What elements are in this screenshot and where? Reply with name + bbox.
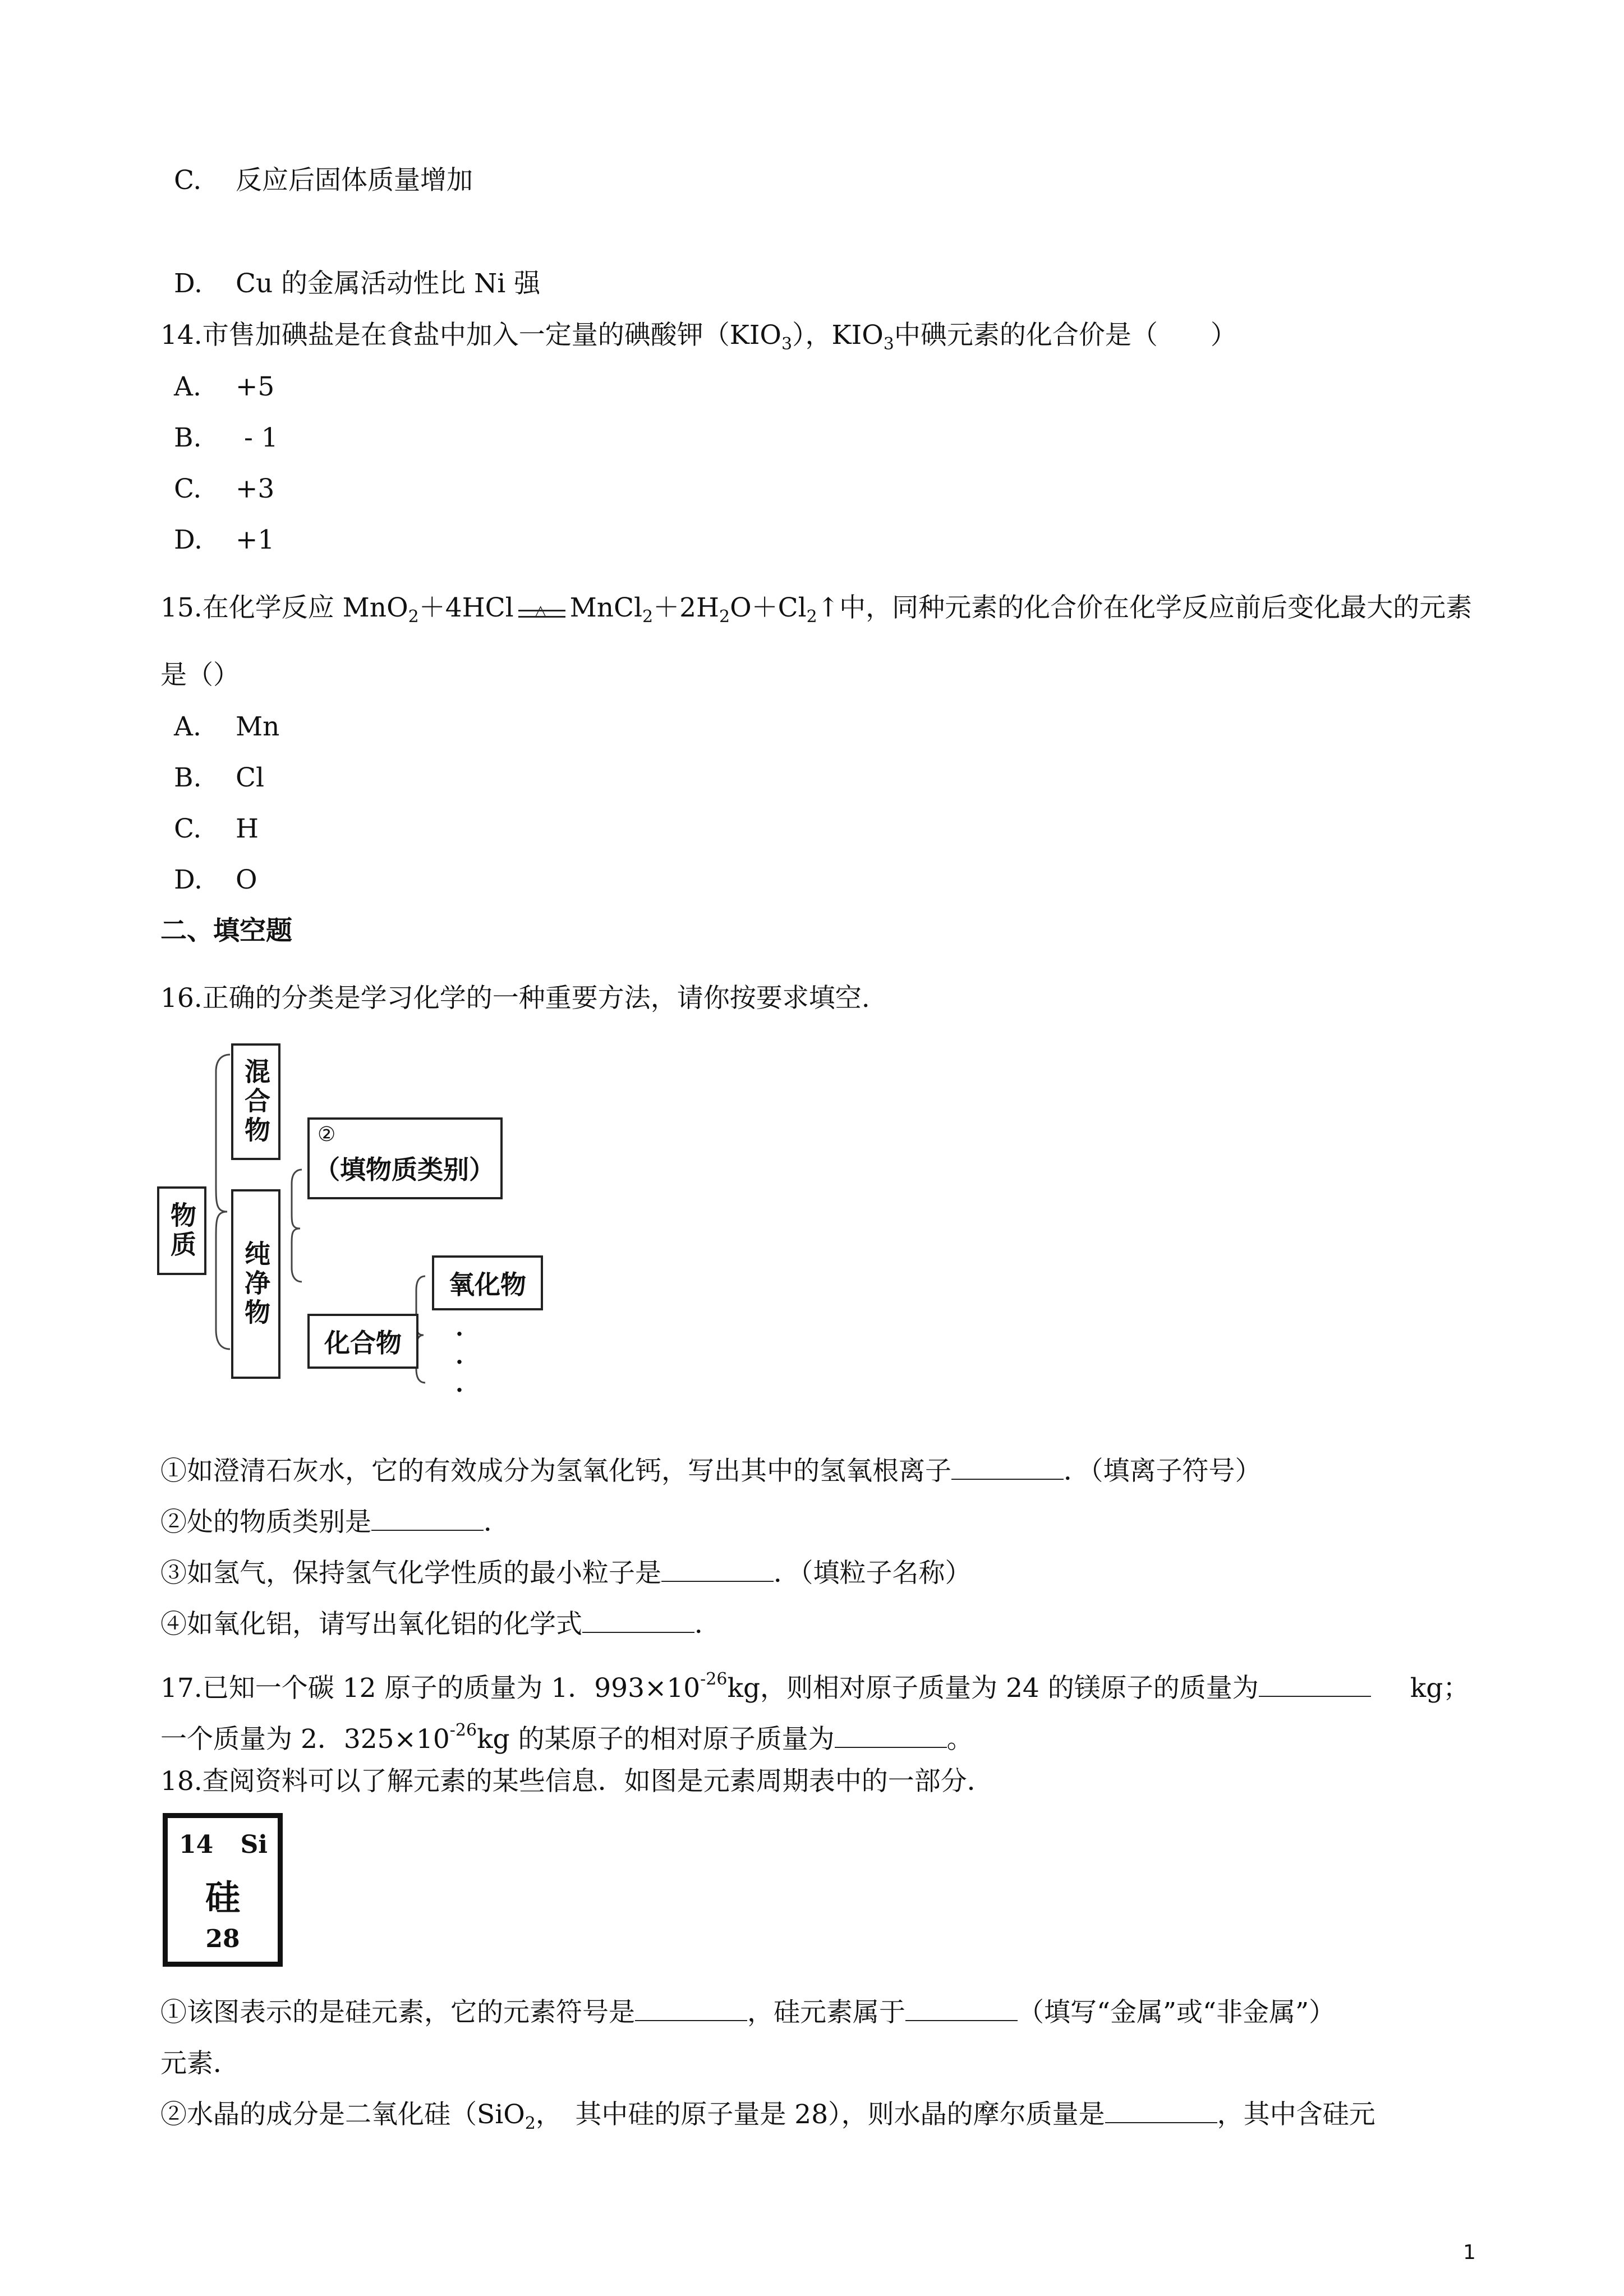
ellipsis-dot: · <box>456 1321 463 1347</box>
circle-2-marker: ② <box>318 1123 336 1146</box>
atomic-number: 14 <box>179 1830 214 1859</box>
q16-sub4: ④如氧化铝，请写出氧化铝的化学式 ． <box>160 1609 721 1640</box>
q15-option-c: C. H <box>174 813 259 844</box>
q14-option-b: B. - 1 <box>174 422 278 453</box>
pure-substance-box: 纯净物 <box>231 1189 280 1379</box>
ellipsis-dot: · <box>456 1377 463 1404</box>
q18-sub1-line2: 元素． <box>160 2048 240 2079</box>
answer-blank[interactable] <box>1105 2100 1217 2123</box>
q14-option-c: C. +3 <box>174 473 275 504</box>
classification-diagram <box>157 1038 583 1419</box>
fill-hint: （填物质类别） <box>314 1154 495 1185</box>
q15-option-a: A. Mn <box>174 711 280 742</box>
periodic-table-cell <box>163 1813 283 1967</box>
element-name: 硅 <box>205 1877 240 1918</box>
section-title: 二、填空题 <box>160 915 292 946</box>
q14-option-d: D. +1 <box>174 524 275 555</box>
q16-sub3: ③如氢气，保持氢气化学性质的最小粒子是 ．（填粒子名称） <box>160 1558 972 1589</box>
q15-stem: 15.在化学反应 MnO$_2$＋4HCl △ $MnCl_2+2H_2O+Cl_2↑$中，同种元素的化合价在化学反应前后变化最大的元素 <box>160 592 1473 627</box>
heat-triangle-icon: △ <box>535 602 546 619</box>
ellipsis-dot: · <box>456 1349 463 1375</box>
category-blank-box <box>307 1117 503 1199</box>
element-symbol: Si <box>240 1830 268 1859</box>
q16-sub2: ②处的物质类别是 ． <box>160 1507 510 1538</box>
q18-sub2: ②水晶的成分是二氧化硅（SiO$_2$， 其中硅的原子量是 28），则水晶的摩尔质量是 ，其中含硅元 <box>160 2099 1375 2133</box>
atomic-mass: 28 <box>205 1925 240 1953</box>
answer-blank[interactable] <box>635 1998 747 2021</box>
q18-sub1: ①该图表示的是硅元素，它的元素符号是 ，硅元素属于 （填写“金属”或“非金属”） <box>160 1997 1336 2028</box>
q13-option-d: D. Cu 的金属活动性比 Ni 强 <box>174 268 541 299</box>
mixture-box: 混合物 <box>231 1043 280 1160</box>
q14-option-a: A. +5 <box>174 371 275 402</box>
answer-blank[interactable] <box>661 1558 774 1582</box>
q14-stem: 14.市售加碘盐是在食盐中加入一定量的碘酸钾$(KIO_3)$，$KIO_3$中碘元素的化合价是（ ） <box>160 320 1237 354</box>
q15-stem-line2: 是（） <box>160 660 240 691</box>
answer-blank[interactable] <box>1259 1673 1371 1697</box>
heating-condition <box>514 599 570 621</box>
answer-blank[interactable] <box>582 1609 694 1633</box>
answer-blank[interactable] <box>371 1507 484 1531</box>
q17-line2: 一个质量为 2．$325\times 10^{-26}kg$ 的某原子的相对原子质量为 。 <box>160 1720 973 1755</box>
q16-stem: 16.正确的分类是学习化学的一种重要方法，请你按要求填空. <box>160 983 870 1014</box>
compound-box: 化合物 <box>307 1314 418 1369</box>
answer-blank[interactable] <box>835 1724 947 1748</box>
answer-blank[interactable] <box>905 1998 1018 2021</box>
q15-option-d: D. O <box>174 864 257 895</box>
answer-blank[interactable] <box>951 1456 1064 1480</box>
q17-line1: 17.已知一个碳 12 原子的质量为 1．$993\times 10^{-26}kg$，则相对原子质量为 24 的镁原子的质量为 kg； <box>160 1669 1470 1704</box>
q13-option-c: C. 反应后固体质量增加 <box>174 165 473 196</box>
page-number: 1 <box>1463 2241 1476 2264</box>
q16-sub1: ①如澄清石灰水，它的有效成分为氢氧化钙，写出其中的氢氧根离子 ．（填离子符号） <box>160 1456 1262 1487</box>
q18-stem: 18.查阅资料可以了解元素的某些信息．如图是元素周期表中的一部分． <box>160 1766 993 1797</box>
q15-option-b: B. Cl <box>174 762 264 793</box>
equal-bars <box>518 610 565 618</box>
oxide-box: 氧化物 <box>432 1255 543 1310</box>
substance-box: 物质 <box>157 1186 206 1275</box>
